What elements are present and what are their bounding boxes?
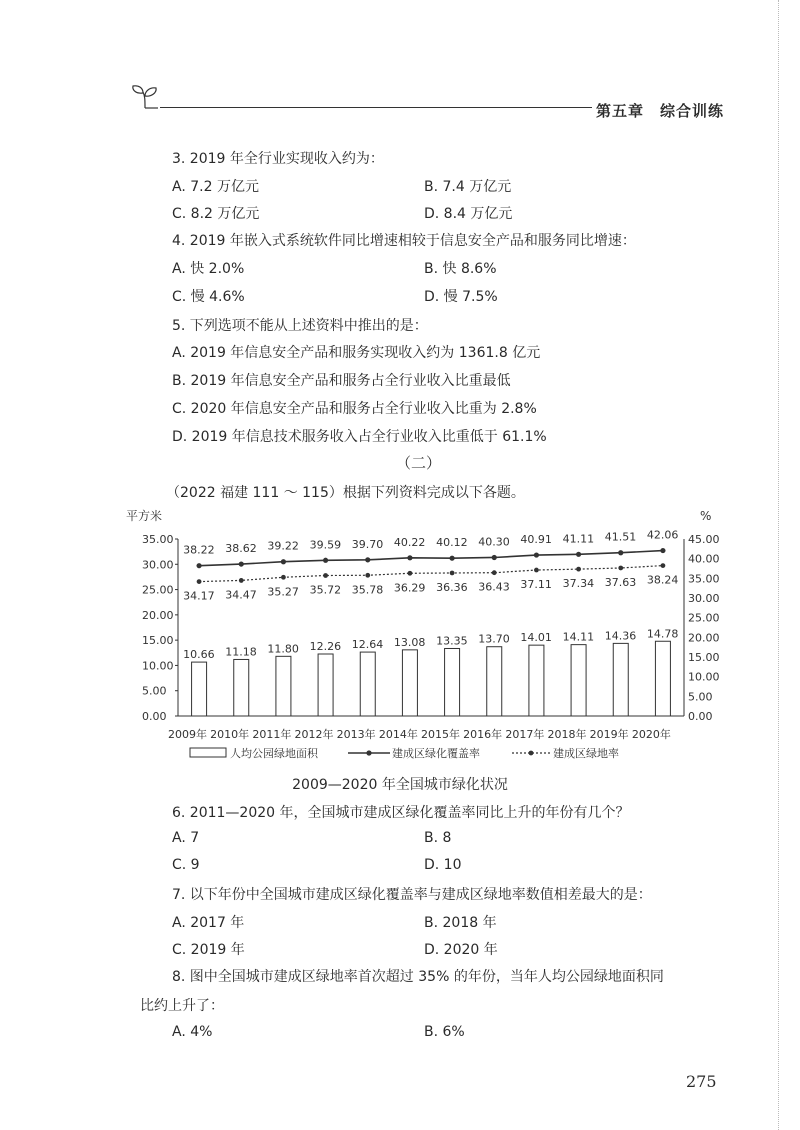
question-5-option-c: C. 2020 年信息安全产品和服务占全行业收入比重为 2.8% (172, 401, 537, 417)
bar-park-area (318, 654, 333, 716)
legend-label-coverage: 建成区绿化覆盖率 (392, 747, 480, 760)
line-series (196, 548, 665, 584)
right-tick-label: 10.00 (688, 670, 720, 684)
green-rate-label: 34.47 (225, 588, 257, 602)
green-rate-label: 37.63 (604, 575, 637, 589)
green-rate-label: 35.72 (309, 583, 342, 597)
question-7-option-a: A. 2017 年 (172, 915, 245, 931)
coverage-marker (239, 561, 244, 566)
green-rate-label: 35.78 (351, 583, 384, 597)
coverage-label: 39.22 (267, 539, 299, 553)
leaf-ornament-icon (130, 84, 160, 110)
right-tick-label: 45.00 (688, 533, 720, 546)
coverage-marker (576, 552, 581, 557)
coverage-label: 42.06 (646, 528, 679, 542)
left-tick-label: 30.00 (142, 558, 174, 572)
green-rate-marker (197, 579, 202, 584)
bar-park-area (613, 643, 628, 716)
left-tick-label: 20.00 (142, 608, 174, 622)
chart-legend (190, 746, 619, 760)
plot-frame (178, 539, 684, 716)
question-7-option-c: C. 2019 年 (172, 942, 245, 958)
question-5-option-d: D. 2019 年信息技术服务收入占全行业收入比重低于 61.1% (172, 429, 547, 445)
x-tick-label: 2009年 (168, 728, 207, 741)
header-rule (160, 107, 592, 108)
x-tick-label: 2014年 (378, 728, 418, 741)
coverage-marker (323, 558, 328, 563)
bar-label: 14.78 (646, 627, 679, 641)
question-3-option-a: A. 7.2 万亿元 (172, 179, 259, 195)
coverage-line (199, 551, 663, 566)
bar-park-area (192, 662, 207, 716)
coverage-marker (365, 557, 370, 562)
bar-label: 14.36 (604, 629, 637, 643)
right-axis-label: % (700, 509, 712, 523)
legend-label-park-area: 人均公园绿地面积 (230, 747, 318, 760)
right-tick-label: 35.00 (688, 572, 720, 586)
bar-label: 11.80 (267, 642, 299, 656)
question-4-option-d: D. 慢 7.5% (424, 289, 498, 305)
left-tick-label: 35.00 (142, 533, 174, 546)
chapter-title: 第五章 综合训练 (596, 102, 725, 120)
bar-park-area (571, 645, 586, 716)
coverage-label: 40.30 (478, 535, 510, 549)
question-6-option-b: B. 8 (424, 830, 452, 846)
x-tick-label: 2010年 (210, 728, 250, 741)
question-6-option-d: D. 10 (424, 857, 462, 873)
question-3-option-b: B. 7.4 万亿元 (424, 179, 512, 195)
right-tick-label: 20.00 (688, 631, 720, 645)
chart-title: 2009—2020 年全国城市绿化状况 (292, 777, 508, 793)
x-tick-label: 2020年 (631, 728, 671, 741)
coverage-label: 41.51 (604, 530, 637, 544)
bar-label: 14.01 (520, 631, 552, 645)
right-tick-label: 0.00 (688, 710, 713, 723)
left-tick-label: 25.00 (142, 583, 174, 597)
x-tick-label: 2016年 (463, 728, 503, 741)
question-8-option-b: B. 6% (424, 1024, 465, 1040)
question-8-option-a: A. 4% (172, 1024, 213, 1040)
legend-label-green-rate: 建成区绿地率 (553, 747, 619, 760)
left-tick-label: 0.00 (142, 710, 167, 723)
question-4-option-a: A. 快 2.0% (172, 261, 245, 277)
bar-label: 13.70 (478, 632, 510, 646)
green-rate-marker (408, 571, 413, 576)
green-rate-label: 36.29 (393, 581, 426, 595)
bar-series (192, 641, 671, 716)
coverage-marker (492, 555, 497, 560)
question-8-stem-line-1: 8. 图中全国城市建成区绿地率首次超过 35% 的年份，当年人均公园绿地面积同 (172, 969, 664, 985)
page-number: 275 (686, 1072, 717, 1091)
data-labels (183, 529, 678, 662)
x-tick-label: 2011年 (252, 728, 292, 741)
green-rate-label: 36.43 (478, 580, 510, 594)
legend-bar-swatch (190, 748, 226, 757)
green-rate-marker (365, 573, 370, 578)
green-rate-marker (576, 567, 581, 572)
green-rate-marker (281, 575, 286, 580)
green-rate-marker (450, 571, 455, 576)
coverage-marker (407, 555, 412, 560)
coverage-label: 40.12 (436, 536, 468, 550)
left-tick-label: 5.00 (142, 684, 167, 698)
bar-park-area (655, 641, 670, 716)
bar-park-area (360, 652, 375, 716)
x-tick-label: 2013年 (336, 728, 376, 741)
right-tick-label: 5.00 (688, 690, 713, 704)
bar-label: 12.64 (351, 638, 384, 652)
coverage-label: 38.22 (183, 543, 215, 557)
green-rate-label: 37.34 (562, 577, 595, 591)
green-rate-marker (534, 568, 539, 573)
coverage-marker (449, 556, 454, 561)
bar-park-area (234, 659, 249, 716)
left-tick-label: 10.00 (142, 659, 174, 673)
bar-label: 13.08 (393, 635, 426, 649)
bar-park-area (276, 656, 291, 716)
legend-coverage-marker (366, 750, 371, 755)
question-7-stem: 7. 以下年份中全国城市建成区绿化覆盖率与建成区绿地率数值相差最大的是： (172, 887, 652, 903)
bar-park-area (445, 648, 460, 716)
bar-park-area (402, 650, 417, 716)
bar-label: 12.26 (309, 639, 342, 653)
question-3-stem: 3. 2019 年全行业实现收入约为： (172, 151, 384, 167)
question-6-option-a: A. 7 (172, 830, 200, 846)
green-rate-marker (239, 578, 244, 583)
question-7-option-b: B. 2018 年 (424, 915, 497, 931)
bar-label: 13.35 (436, 634, 468, 648)
green-rate-label: 37.11 (520, 578, 552, 592)
legend-green-rate-marker (529, 751, 534, 756)
question-4-stem: 4. 2019 年嵌入式系统软件同比增速相较于信息安全产品和服务同比增速： (172, 233, 636, 249)
question-7-option-d: D. 2020 年 (424, 942, 498, 958)
coverage-label: 40.22 (393, 535, 426, 549)
green-area-chart (0, 505, 800, 765)
right-tick-label: 40.00 (688, 552, 720, 566)
question-5-option-b: B. 2019 年信息安全产品和服务占全行业收入比重最低 (172, 373, 511, 389)
green-rate-label: 34.17 (183, 589, 215, 603)
scan-edge (778, 0, 780, 1130)
right-tick-label: 25.00 (688, 611, 720, 625)
coverage-marker (281, 559, 286, 564)
green-rate-marker (618, 566, 623, 571)
left-axis-label: 平方米 (126, 509, 163, 523)
bar-label: 10.66 (183, 648, 215, 662)
green-rate-label: 35.27 (267, 585, 299, 599)
green-rate-marker (661, 563, 666, 568)
question-5-option-a: A. 2019 年信息安全产品和服务实现收入约为 1361.8 亿元 (172, 345, 541, 361)
section-title: （二） (396, 454, 442, 472)
x-tick-label: 2018年 (547, 728, 587, 741)
x-tick-label: 2015年 (421, 728, 460, 741)
coverage-label: 39.70 (351, 537, 384, 551)
coverage-marker (660, 548, 665, 553)
question-6-stem: 6. 2011—2020 年，全国城市建成区绿化覆盖率同比上升的年份有几个？ (172, 805, 630, 821)
green-rate-marker (323, 573, 328, 578)
coverage-label: 39.59 (309, 538, 342, 552)
section-intro: （2022 福建 111 ～ 115）根据下列资料完成以下各题。 (166, 485, 525, 501)
right-tick-label: 30.00 (688, 592, 720, 605)
question-5-stem: 5. 下列选项不能从上述资料中推出的是： (172, 318, 428, 334)
coverage-label: 38.62 (225, 542, 257, 556)
bar-park-area (487, 647, 502, 716)
bar-label: 14.11 (562, 630, 595, 644)
green-rate-label: 36.36 (436, 580, 468, 594)
x-tick-label: 2019年 (589, 728, 629, 741)
bar-label: 11.18 (225, 645, 257, 659)
coverage-marker (196, 563, 201, 568)
question-4-option-b: B. 快 8.6% (424, 261, 497, 277)
x-tick-label: 2017年 (505, 728, 545, 741)
coverage-label: 41.11 (562, 532, 595, 546)
question-4-option-c: C. 慢 4.6% (172, 289, 245, 305)
question-3-option-c: C. 8.2 万亿元 (172, 206, 260, 222)
coverage-label: 40.91 (520, 533, 552, 547)
coverage-marker (618, 550, 623, 555)
green-rate-label: 38.24 (646, 573, 679, 587)
bar-park-area (529, 645, 544, 716)
left-tick-label: 15.00 (142, 634, 174, 648)
coverage-marker (534, 552, 539, 557)
question-3-option-d: D. 8.4 万亿元 (424, 206, 513, 222)
x-tick-label: 2012年 (294, 728, 334, 741)
right-tick-label: 15.00 (688, 651, 720, 664)
question-8-stem-line-2: 比约上升了： (140, 998, 224, 1014)
question-6-option-c: C. 9 (172, 857, 200, 873)
green-rate-marker (492, 570, 497, 575)
